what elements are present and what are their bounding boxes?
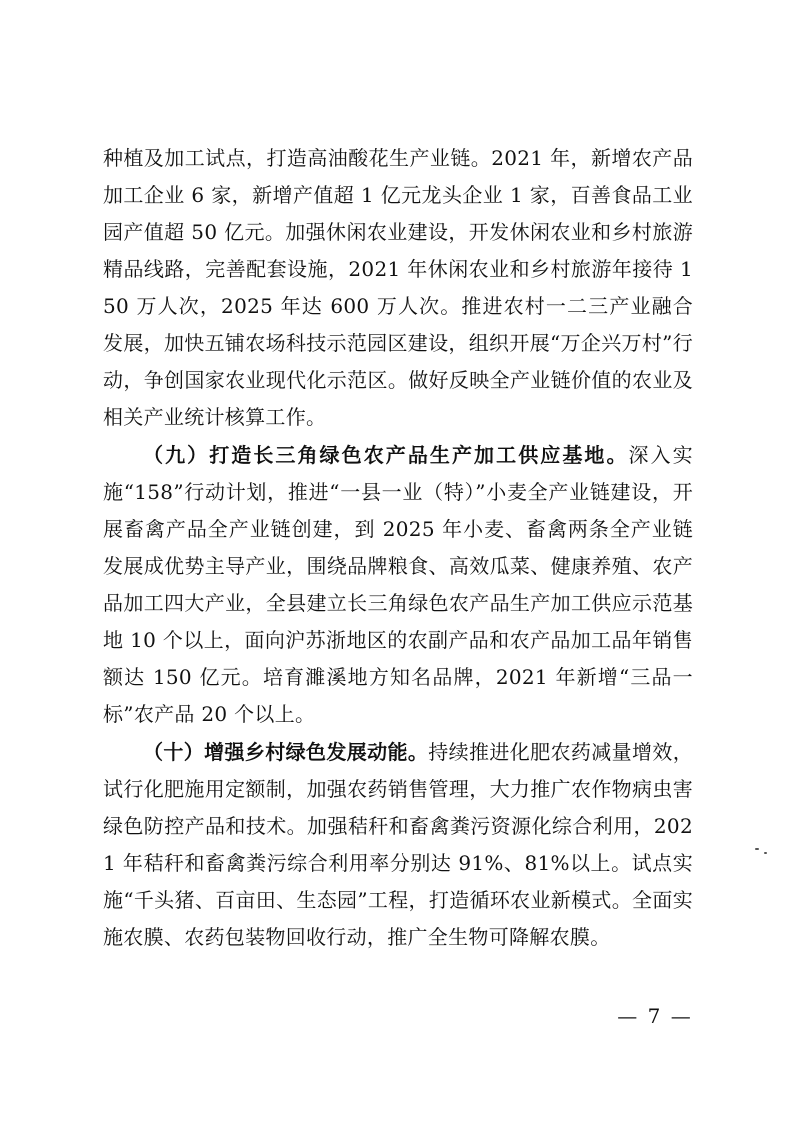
paragraph-continuation [103, 140, 693, 436]
scan-speck [755, 848, 759, 850]
section-9-heading: （九）打造长三角绿色农产品生产加工供应基地。 [143, 443, 629, 467]
paragraph-section-10 [103, 734, 693, 956]
section-10-body-text: 持续推进化肥农药减量增效，试行化肥施用定额制，加强农药销售管理，大力推广农作物病虫害绿色防控产品和技术。加强秸秆和畜禽粪污资源化综合利用，2021 年秸秆和畜禽粪污综合利用率分别达 91%、81%以上。试点实施“千头猪、百亩田、生态园”工程，打造循环农业新模式。全面实施农膜、农药包装物回收行动，推广全生物可降解农膜。 [103, 740, 693, 949]
section-9-body-text: 深入实施“158”行动计划，推进“一县一业（特）”小麦全产业链建设，开展畜禽产品全产业链创建，到 2025 年小麦、畜禽两条全产业链发展成优势主导产业，围绕品牌粮食、高效瓜菜、健康养殖、农产品加工四大产业，全县建立长三角绿色农产品生产加工供应示范基地 10 个以上，面向沪苏浙地区的农副产品和农产品加工品年销售额达 150 亿元。培育濉溪地方知名品牌，2021 年新增“三品一标”农产品 20 个以上。 [103, 443, 693, 726]
scan-speck [764, 852, 767, 854]
paragraph-body-text: 种植及加工试点，打造高油酸花生产业链。2021 年，新增农产品加工企业 6 家，新增产值超 1 亿元龙头企业 1 家，百善食品工业园产值超 50 亿元。加强休闲农业建设，开发休闲农业和乡村旅游精品线路，完善配套设施，2021 年休闲农业和乡村旅游年接待 150 万人次，2025 年达 600 万人次。推进农村一二三产业融合发展，加快五铺农场科技示范园区建设，组织开展“万企兴万村”行动，争创国家农业现代化示范区。做好反映全产业链价值的农业及相关产业统计核算工作。 [103, 146, 693, 429]
paragraph-section-9 [103, 437, 693, 733]
section-10-heading: （十）增强乡村绿色发展动能。 [143, 740, 429, 764]
page-number: — 7 — [617, 1004, 693, 1028]
